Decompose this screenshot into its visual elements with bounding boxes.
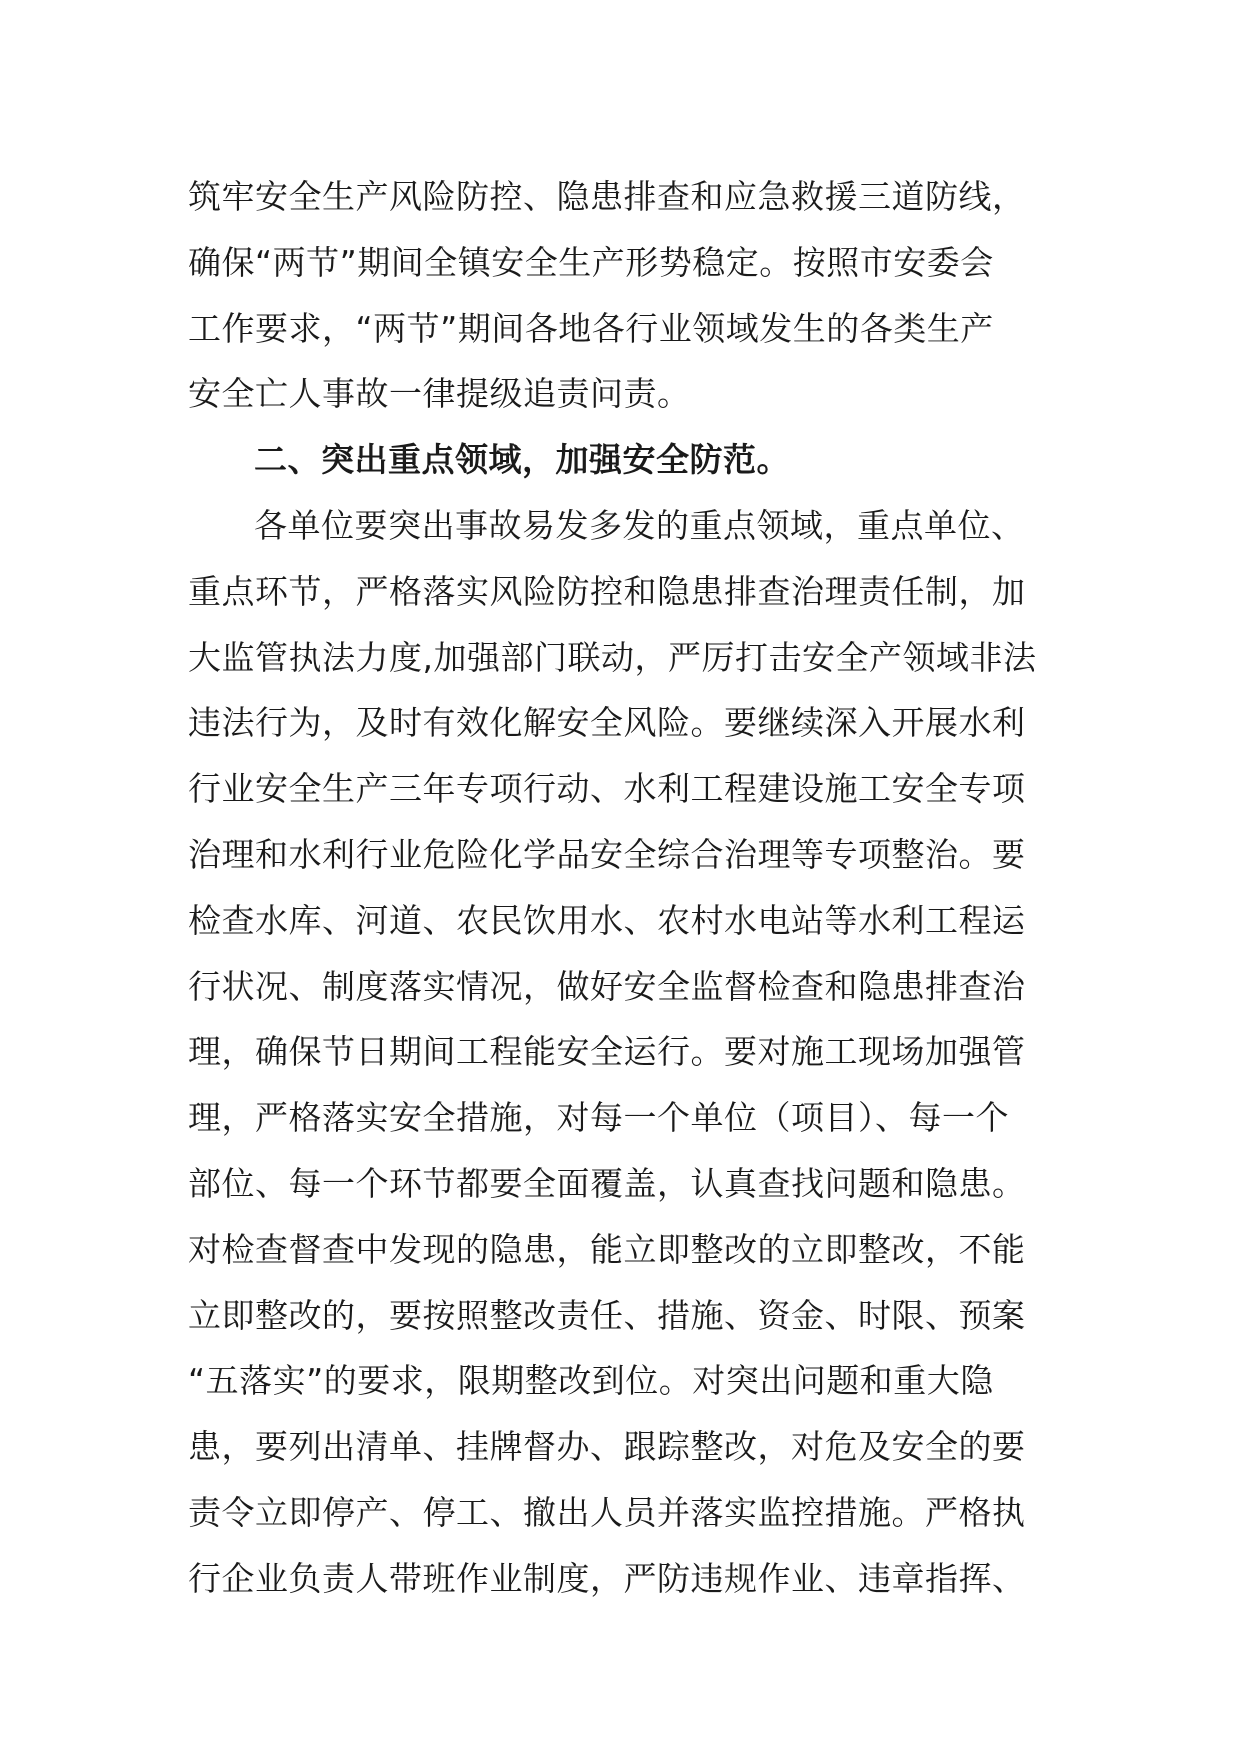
paragraph-line: “五落实”的要求，限期整改到位。对突出问题和重大隐 — [188, 1361, 994, 1401]
paragraph-line: 大监管执法力度,加强部门联动，严厉打击安全产领域非法 — [188, 637, 1037, 677]
paragraph-line: 各单位要突出事故易发多发的重点领域，重点单位、 — [254, 505, 1025, 545]
section-heading: 二、突出重点领域，加强安全防范。 — [254, 440, 790, 480]
paragraph-line: 行企业负责人带班作业制度，严防违规作业、违章指挥、 — [188, 1558, 1026, 1598]
paragraph-line: 检查水库、河道、农民饮用水、农村水电站等水利工程运 — [188, 900, 1026, 940]
paragraph-line: 立即整改的，要按照整改责任、措施、资金、时限、预案 — [188, 1295, 1026, 1335]
paragraph-line: 理，确保节日期间工程能安全运行。要对施工现场加强管 — [188, 1032, 1026, 1072]
paragraph-line: 治理和水利行业危险化学品安全综合治理等专项整治。要 — [188, 834, 1026, 874]
paragraph-line: 患，要列出清单、挂牌督办、跟踪整改，对危及安全的要 — [188, 1427, 1026, 1467]
text-line: 工作要求，“两节”期间各地各行业领域发生的各类生产 — [188, 308, 994, 348]
paragraph-line: 理，严格落实安全措施，对每一个单位（项目）、每一个 — [188, 1098, 1009, 1138]
text-line: 筑牢安全生产风险防控、隐患排查和应急救援三道防线， — [188, 177, 1026, 216]
paragraph-line: 重点环节，严格落实风险防控和隐患排查治理责任制，加 — [188, 571, 1026, 611]
paragraph-line: 违法行为，及时有效化解安全风险。要继续深入开展水利 — [188, 703, 1026, 743]
text-line: 安全亡人事故一律提级追责问责。 — [188, 374, 691, 414]
text-line: 确保“两节”期间全镇安全生产形势稳定。按照市安委会 — [188, 242, 994, 282]
paragraph-line: 责令立即停产、停工、撤出人员并落实监控措施。严格执 — [188, 1492, 1026, 1532]
paragraph-line: 部位、每一个环节都要全面覆盖，认真查找问题和隐患。 — [188, 1163, 1026, 1203]
paragraph-line: 对检查督查中发现的隐患，能立即整改的立即整改，不能 — [188, 1229, 1026, 1269]
document-body — [188, 164, 1058, 1612]
paragraph-line: 行状况、制度落实情况，做好安全监督检查和隐患排查治 — [188, 966, 1026, 1006]
paragraph-line: 行业安全生产三年专项行动、水利工程建设施工安全专项 — [188, 769, 1026, 809]
